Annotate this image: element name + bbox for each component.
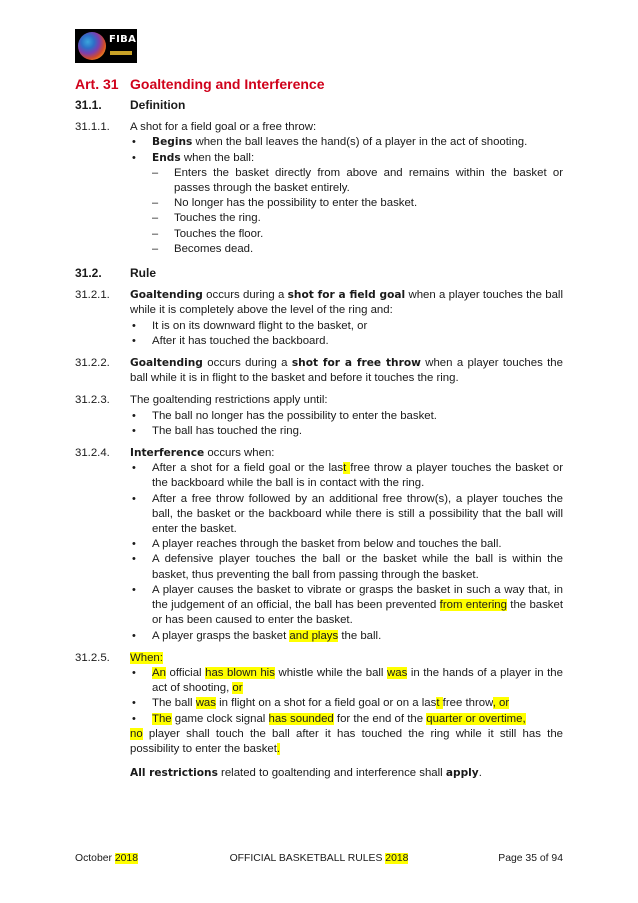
list-item: – Becomes dead. xyxy=(152,242,563,257)
logo-tagline-mark xyxy=(110,51,132,55)
list-item: – Enters the basket directly from above and remains within the basket or passes through the basket entirely. xyxy=(152,166,563,196)
document-body xyxy=(75,96,563,781)
list-item: • The game clock signal has sounded for the end of the quarter or overtime, xyxy=(130,712,563,727)
paragraph-31-2-2: 31.2.2. Goaltending occurs during a shot for a free throw when a player touches the ball while it is in flight to the basket and before it touches the ring. xyxy=(75,357,563,385)
article-heading xyxy=(75,76,324,92)
list-item: • After it has touched the backboard. xyxy=(130,334,563,349)
basketball-globe-icon xyxy=(78,32,106,60)
paragraph-tail: no player shall touch the ball after it has touched the ring while it still has the possibility to enter the basket. xyxy=(130,727,563,755)
list-item: • A player causes the basket to vibrate or grasps the basket in such a way that, in the judgement of an official, the ball has been prevented from entering the basket or has been caused to enter the basket. xyxy=(130,583,563,629)
logo-text: FIBA xyxy=(109,34,137,45)
footer-page-number: Page 35 of 94 xyxy=(498,853,563,864)
paragraph-31-2-4: 31.2.4. Interference occurs when: • After a shot for a field goal or the last free throw a player touches the basket or the backboard while the ball is in contact with the ring. • After a free throw followed by an additional free throw(s), a player touches the ball, the basket or the backboard while there is still a possibility that the ball will enter the basket. • A player reaches through the basket from below and touches the ball. • A defensive player touches the ball or the basket while the ball is within the basket, thus preventing the ball from passing through the basket. • A player causes the basket to vibrate or grasps the basket in such a way that, in the judgement of an official, the ball has been prevented from entering the basket or has been caused to enter the basket. • A player grasps the basket and plays the ball. xyxy=(75,446,563,644)
list-item: • The ball has touched the ring. xyxy=(130,424,563,439)
article-number: Art. 31 xyxy=(75,76,119,92)
paragraph-31-1-1: 31.1.1. A shot for a field goal or a free throw: • Begins when the ball leaves the hand(s) of a player in the act of shooting. • Ends when the ball: – Enters the basket directly from above and remains within the basket or passes through the basket entirely. – No longer has the possibility to enter the basket. – Touches the ring. – Touches the floor. – Becomes dead. xyxy=(75,120,563,257)
list-item: • After a free throw followed by an additional free throw(s), a player touches the ball, the basket or the backboard while there is still a possibility that the ball will enter the basket. xyxy=(130,492,563,538)
list-item: • Begins when the ball leaves the hand(s) of a player in the act of shooting. xyxy=(130,135,563,150)
section-heading-definition: 31.1. Definition xyxy=(75,98,186,112)
footer-date: October 2018 xyxy=(75,853,138,864)
list-item: • It is on its downward flight to the basket, or xyxy=(130,319,563,334)
list-item: – Touches the ring. xyxy=(152,211,563,226)
list-item: • Ends when the ball: – Enters the basket directly from above and remains within the basket or passes through the basket entirely. – No longer has the possibility to enter the basket. – Touches the ring. – Touches the floor. – Becomes dead. xyxy=(130,151,563,257)
list-item: – Touches the floor. xyxy=(152,227,563,242)
paragraph-31-2-1: 31.2.1. Goaltending occurs during a shot for a field goal when a player touches the ball while it is completely above the level of the ring and: • It is on its downward flight to the basket, or • After it has touched the backboard. xyxy=(75,288,563,349)
fiba-logo xyxy=(75,29,137,63)
list-item: • After a shot for a field goal or the last free throw a player touches the basket or the backboard while the ball is in contact with the ring. xyxy=(130,461,563,491)
list-item: • A player reaches through the basket from below and touches the ball. xyxy=(130,537,563,552)
shot-definition-list xyxy=(130,135,563,257)
closing-statement: All restrictions related to goaltending and interference shall apply. xyxy=(130,767,482,780)
footer-document-title: OFFICIAL BASKETBALL RULES 2018 xyxy=(229,853,409,864)
paragraph-31-2-3: 31.2.3. The goaltending restrictions apply until: • The ball no longer has the possibility to enter the basket. • The ball has touched the ring. xyxy=(75,393,563,439)
paragraph-31-2-5: 31.2.5. When: • An official has blown his whistle while the ball was in the hands of a player in the act of shooting, or • The ball was in flight on a shot for a field goal or on a last free throw, or • The game clock signal has sounded for the end of the quarter or overtime, no player shall touch the ball after it has touched the ring while it still has the possibility to enter the basket. xyxy=(75,651,563,757)
ends-conditions-list xyxy=(152,166,563,257)
list-item: • The ball no longer has the possibility to enter the basket. xyxy=(130,409,563,424)
section-heading-rule: 31.2. Rule xyxy=(75,266,157,281)
list-item: • A defensive player touches the ball or the basket while the ball is within the basket, thus preventing the ball from passing through the basket. xyxy=(130,552,563,582)
article-title: Goaltending and Interference xyxy=(130,76,325,92)
list-item: – No longer has the possibility to enter the basket. xyxy=(152,196,563,211)
list-item: • A player grasps the basket and plays the ball. xyxy=(130,629,563,644)
list-item: • An official has blown his whistle while the ball was in the hands of a player in the act of shooting, or xyxy=(130,666,563,696)
list-item: • The ball was in flight on a shot for a field goal or on a last free throw, or xyxy=(130,696,563,711)
